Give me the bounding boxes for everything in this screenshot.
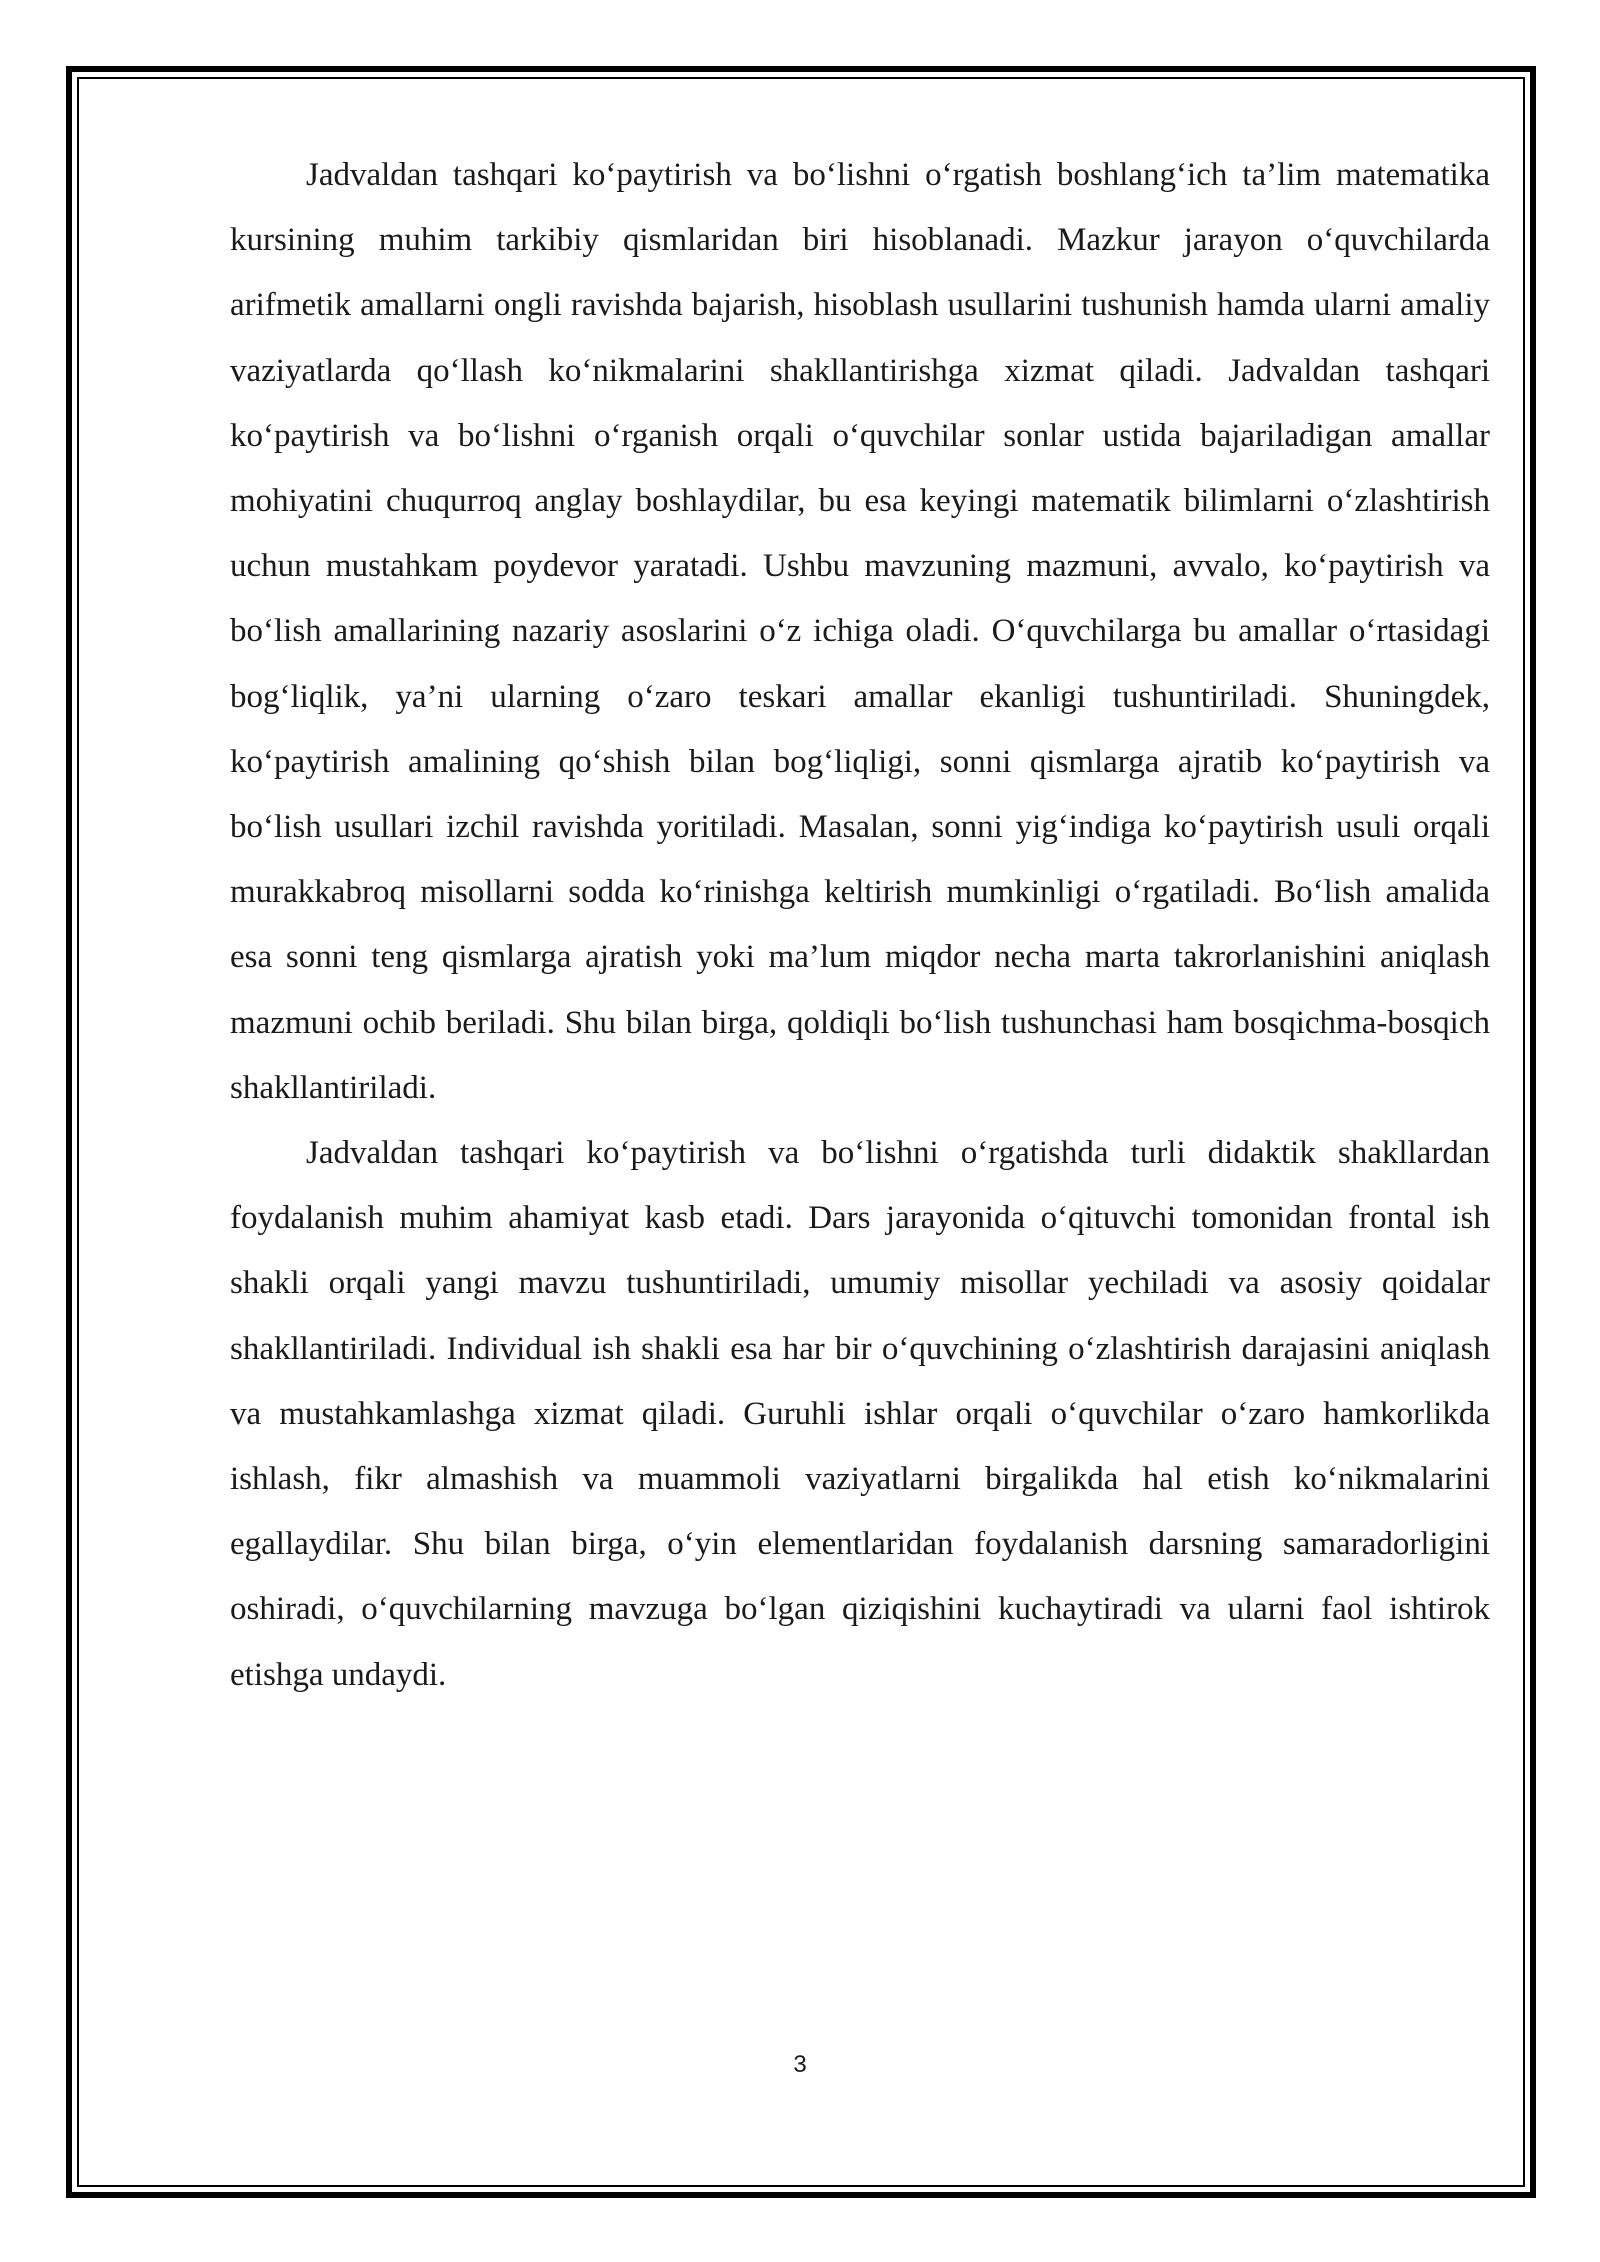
paragraph-2: Jadvaldan tashqari ko‘paytirish va bo‘lishni o‘rgatishda turli didaktik shakllardan foydalanish muhim ahamiyat kasb etadi. Dars jarayonida o‘qituvchi tomonidan frontal ish shakli orqali yangi mavzu tushuntiriladi, umumiy misollar yechiladi va asosiy qoidalar shakllantiriladi. Individual ish shakli esa har bir o‘quvchining o‘zlashtirish darajasini aniqlash va mustahkamlashga xizmat qiladi. Guruhli ishlar orqali o‘quvchilar o‘zaro hamkorlikda ishlash, fikr almashish va muammoli vaziyatlarni birgalikda hal etish ko‘nikmalarini egallaydilar. Shu bilan birga, o‘yin elementlaridan foydalanish darsning samaradorligini oshiradi, o‘quvchilarning mavzuga bo‘lgan qiziqishini kuchaytiradi va ularni faol ishtirok etishga undaydi. <box>230 1135 1490 1693</box>
page-number: 3 <box>793 2051 807 2078</box>
paragraph-1: Jadvaldan tashqari ko‘paytirish va bo‘lishni o‘rgatish boshlang‘ich ta’lim matematika kursining muhim tarkibiy qismlaridan biri hisoblanadi. Mazkur jarayon o‘quvchilarda arifmetik amallarni ongli ravishda bajarish, hisoblash usullarini tushunish hamda ularni amaliy vaziyatlarda qo‘llash ko‘nikmalarini shakllantirishga xizmat qiladi. Jadvaldan tashqari ko‘paytirish va bo‘lishni o‘rganish orqali o‘quvchilar sonlar ustida bajariladigan amallar mohiyatini chuqurroq anglay boshlaydilar, bu esa keyingi matematik bilimlarni o‘zlashtirish uchun mustahkam poydevor yaratadi. Ushbu mavzuning mazmuni, avvalo, ko‘paytirish va bo‘lish amallarining nazariy asoslarini o‘z ichiga oladi. O‘quvchilarga bu amallar o‘rtasidagi bog‘liqlik, ya’ni ularning o‘zaro teskari amallar ekanligi tushuntiriladi. Shuningdek, ko‘paytirish amalining qo‘shish bilan bog‘liqligi, sonni qismlarga ajratib ko‘paytirish va bo‘lish usullari izchil ravishda yoritiladi. Masalan, sonni yig‘indiga ko‘paytirish usuli orqali murakkabroq misollarni sodda ko‘rinishga keltirish mumkinligi o‘rgatiladi. Bo‘lish amalida esa sonni teng qismlarga ajratish yoki ma’lum miqdor necha marta takrorlanishini aniqlash mazmuni ochib beriladi. Shu bilan birga, qoldiqli bo‘lish tushunchasi ham bosqichma-bosqich shakllantiriladi. <box>230 157 1490 1106</box>
document-body <box>230 143 1490 1708</box>
